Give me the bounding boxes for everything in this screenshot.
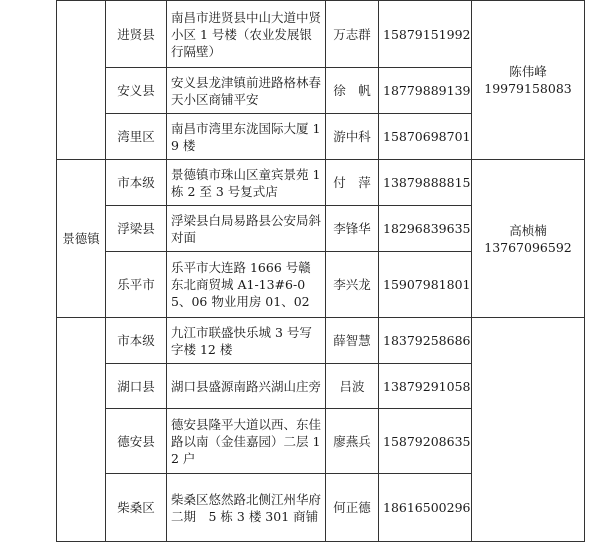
manager-cell <box>472 160 585 318</box>
table-row <box>57 160 585 206</box>
manager-name: 陈伟峰 <box>509 64 547 79</box>
county-cell: 柴桑区 <box>106 474 167 542</box>
address-cell: 乐平市大连路 1666 号赣东北商贸城 A1-13#6-05、06 物业用房 01、02 <box>167 252 326 318</box>
address-cell: 浮梁县白局易路县公安局斜对面 <box>167 206 326 252</box>
contact-person-cell: 廖燕兵 <box>326 409 379 474</box>
city-cell <box>57 1 106 160</box>
contact-person-cell: 李兴龙 <box>326 252 379 318</box>
address-cell: 景德镇市珠山区童宾景苑 1 栋 2 至 3 号复式店 <box>167 160 326 206</box>
contact-person-cell: 何正德 <box>326 474 379 542</box>
phone-cell: 18379258686 <box>379 318 472 364</box>
county-cell: 德安县 <box>106 409 167 474</box>
manager-name: 高桢楠 <box>509 222 547 238</box>
phone-cell: 15870698701 <box>379 114 472 160</box>
phone-cell: 15879208635 <box>379 409 472 474</box>
county-cell: 湾里区 <box>106 114 167 160</box>
table-row <box>57 318 585 364</box>
address-cell: 南昌市进贤县中山大道中贤小区 1 号楼（农业发展银行隔壁） <box>167 1 326 68</box>
county-cell: 市本级 <box>106 318 167 364</box>
contact-person-cell: 万志群 <box>326 1 379 68</box>
county-cell: 浮梁县 <box>106 206 167 252</box>
address-cell: 德安县隆平大道以西、东佳路以南（金佳嘉园）二层 12 户 <box>167 409 326 474</box>
city-cell: 景德镇 <box>57 160 106 318</box>
county-cell: 乐平市 <box>106 252 167 318</box>
address-cell: 九江市联盛快乐城 3 号写字楼 12 楼 <box>167 318 326 364</box>
phone-cell: 18616500296 <box>379 474 472 542</box>
contact-person-cell: 付 萍 <box>326 160 379 206</box>
phone-cell: 13879291058 <box>379 364 472 409</box>
address-cell: 南昌市湾里东泷国际大厦 19 楼 <box>167 114 326 160</box>
contact-person-cell: 吕波 <box>326 364 379 409</box>
contact-person-cell: 薛智慧 <box>326 318 379 364</box>
phone-cell: 15879151992 <box>379 1 472 68</box>
manager-cell <box>472 1 585 160</box>
table-row <box>57 1 585 68</box>
phone-cell: 15907981801 <box>379 252 472 318</box>
address-cell: 安义县龙津镇前进路格林春天小区商铺平安 <box>167 68 326 114</box>
phone-cell: 18779889139 <box>379 68 472 114</box>
phone-cell: 18296839635 <box>379 206 472 252</box>
manager-cell <box>472 318 585 542</box>
contact-person-cell: 游中科 <box>326 114 379 160</box>
branch-contact-table <box>56 0 585 542</box>
manager-phone: 13767096592 <box>484 239 572 255</box>
county-cell: 进贤县 <box>106 1 167 68</box>
county-cell: 湖口县 <box>106 364 167 409</box>
phone-cell: 13879888815 <box>379 160 472 206</box>
address-cell: 柴桑区悠然路北侧江州华府二期 5 栋 3 楼 301 商铺 <box>167 474 326 542</box>
city-cell <box>57 318 106 542</box>
county-cell: 安义县 <box>106 68 167 114</box>
county-cell: 市本级 <box>106 160 167 206</box>
contact-person-cell: 李锋华 <box>326 206 379 252</box>
contact-person-cell: 徐 帆 <box>326 68 379 114</box>
manager-phone: 19979158083 <box>484 81 572 96</box>
address-cell: 湖口县盛源南路兴湖山庄旁 <box>167 364 326 409</box>
